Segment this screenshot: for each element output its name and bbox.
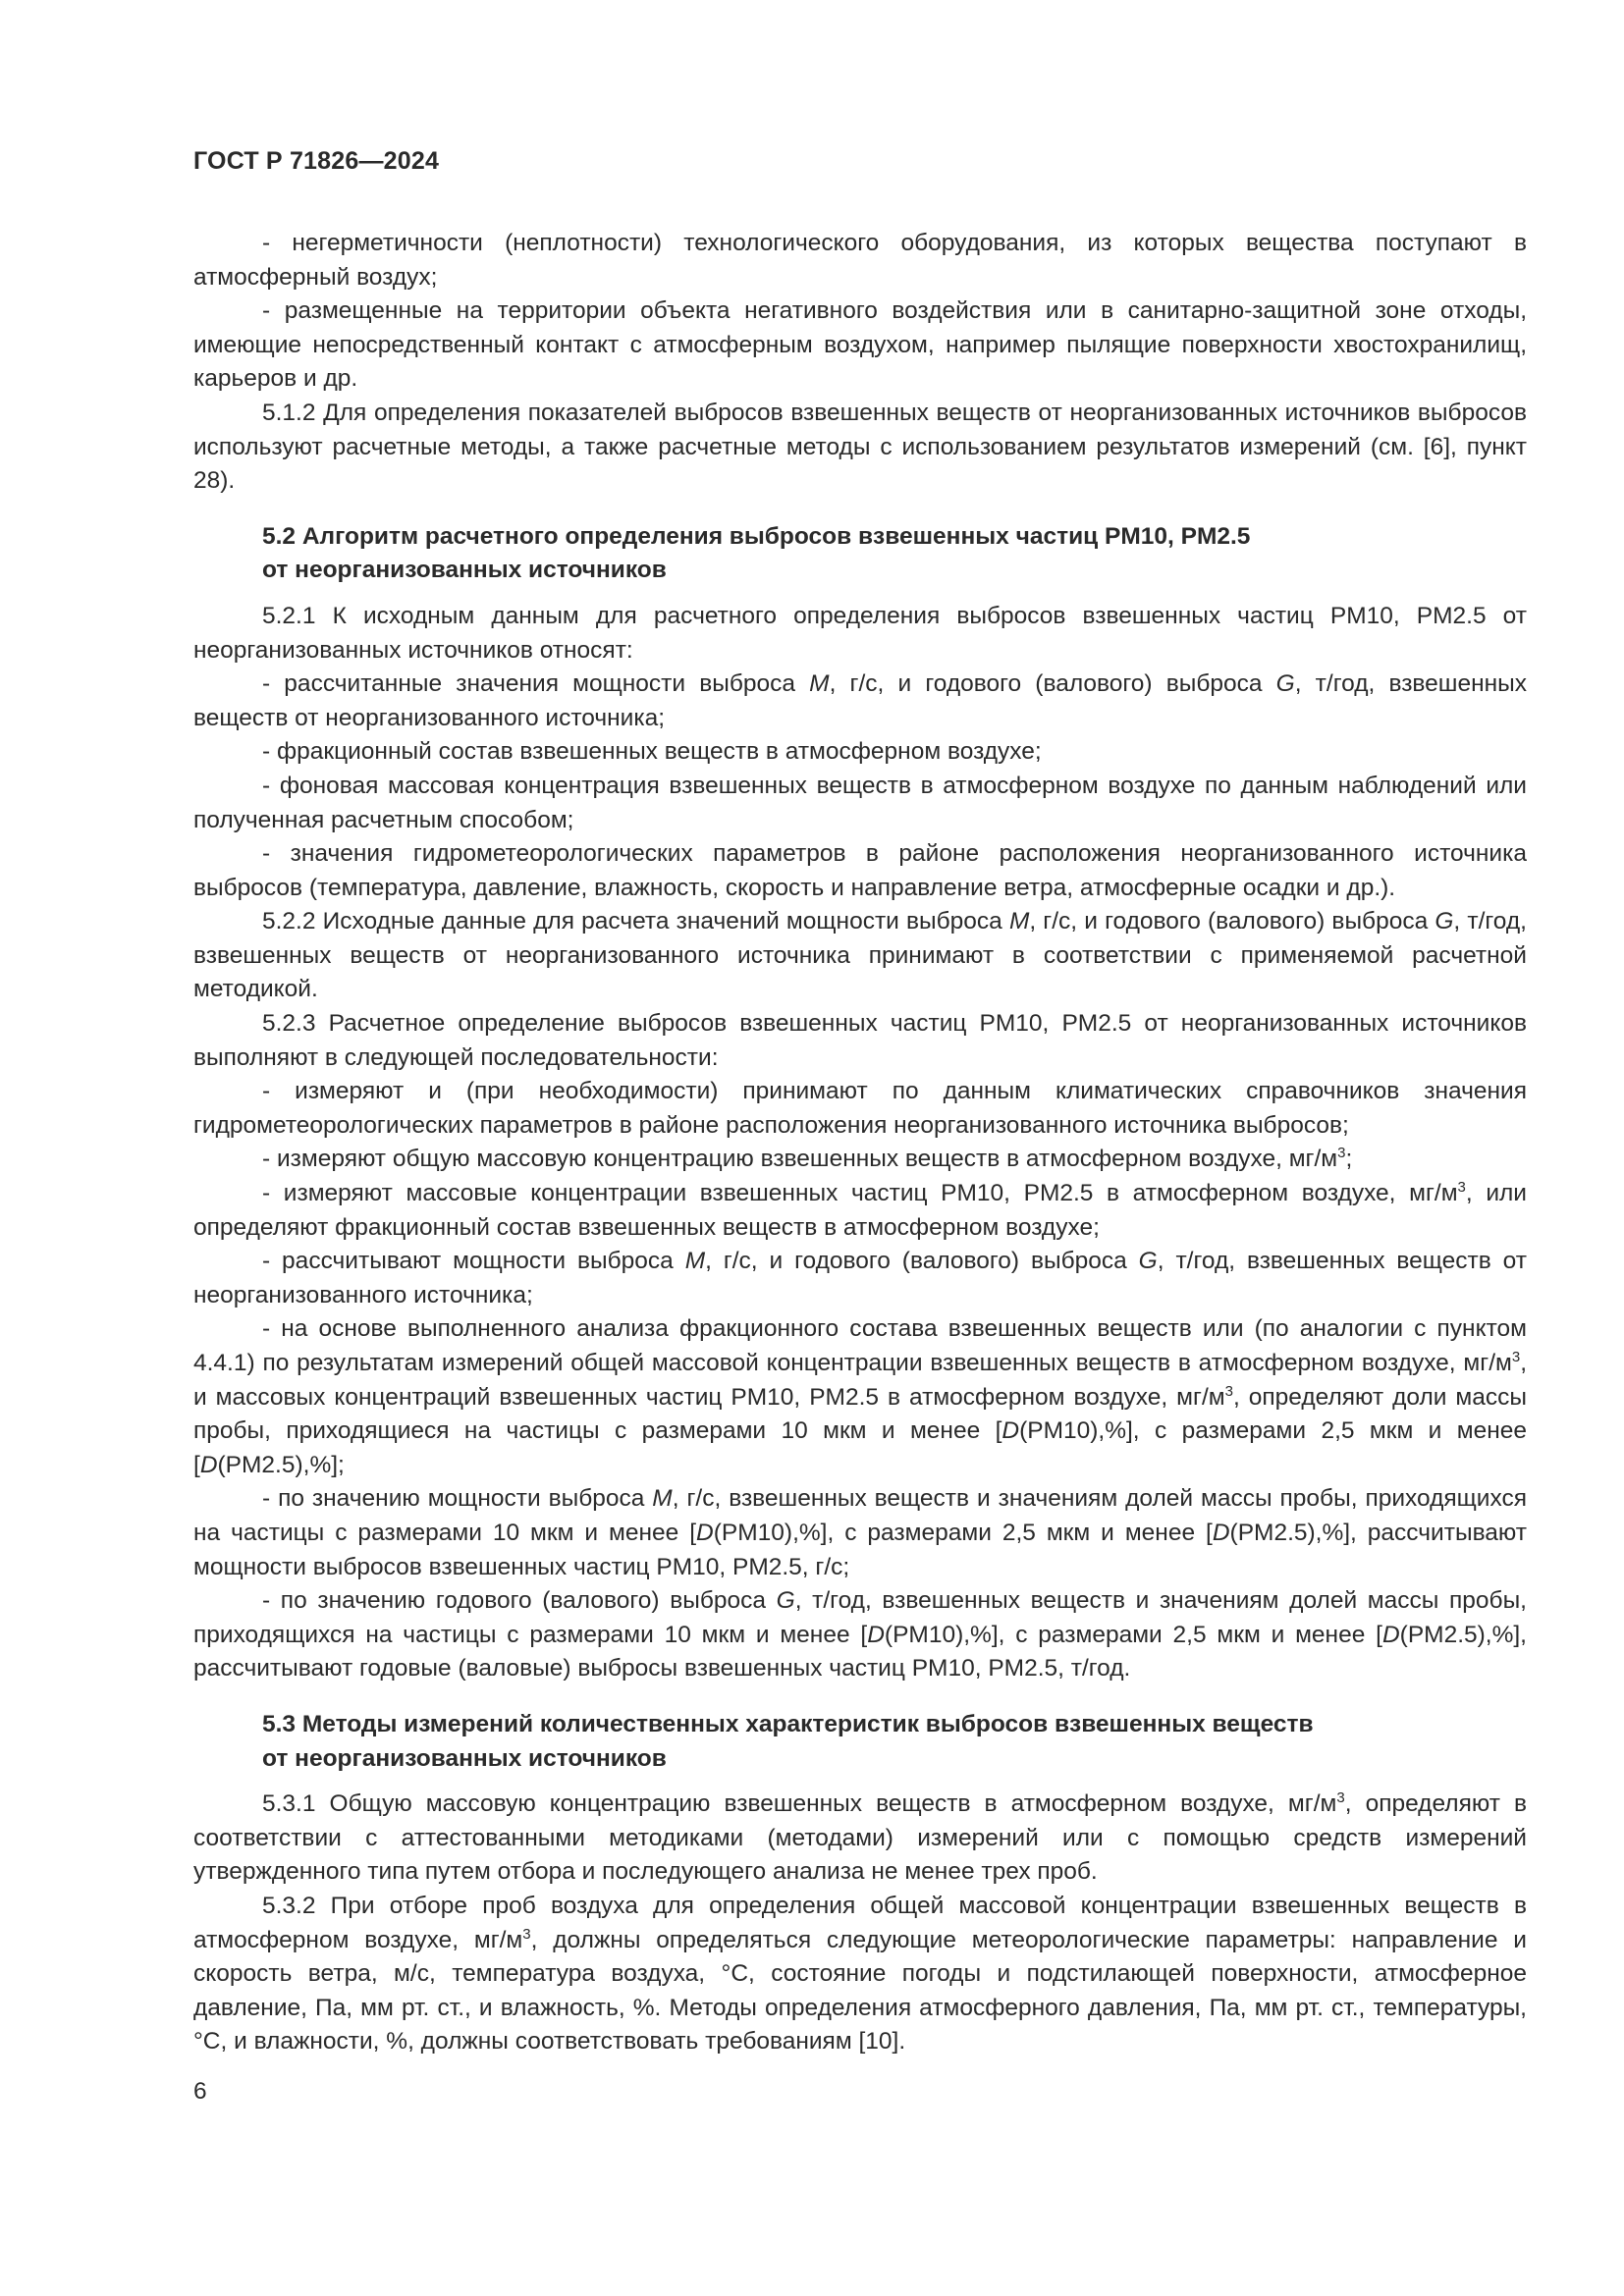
list-item: - фоновая массовая концентрация взвешенных веществ в атмосферном воздухе по данным наблюдений или полученная расчетным способом; bbox=[193, 772, 1527, 833]
list-item: - измеряют и (при необходимости) принимают по данным климатических справочников значения гидрометеорологических параметров в районе расположения неорганизованного источника выбросов; bbox=[193, 1078, 1527, 1139]
document-body bbox=[193, 227, 1527, 2059]
heading-line: от неорганизованных источников bbox=[262, 557, 667, 584]
paragraph-5-2-2: 5.2.2 Исходные данные для расчета значений мощности выброса M, г/с, и годового (валового) выброса G, т/год, взвешенных веществ от неорганизованного источника принимают в соответствии с применяемой расчетной методикой. bbox=[193, 908, 1527, 1003]
paragraph-5-3-1: 5.3.1 Общую массовую концентрацию взвешенных веществ в атмосферном воздухе, $мг/м^3$, определяют в соответствии с аттестованными методиками (методами) измерений или с помощью средств измерений утвержденного типа путем отбора и последующего анализа не менее трех проб. bbox=[193, 1789, 1527, 1886]
list-item: - по значению годового (валового) выброса G, т/год, взвешенных веществ и значениям долей массы пробы, приходящихся на частицы с размерами 10 мкм и менее [D(PM10),%], с размерами 2,5 мкм и менее [D(PM2.5),%], рассчитывают годовые (валовые) выбросы взвешенных частиц PM10, PM2.5, т/год. bbox=[193, 1587, 1527, 1682]
list-item: - по значению мощности выброса M, г/с, взвешенных веществ и значениям долей массы пробы, приходящихся на частицы с размерами 10 мкм и менее [D(PM10),%], с размерами 2,5 мкм и менее [D(PM2.5),%], рассчитывают мощности выбросов взвешенных частиц PM10, PM2.5, г/с; bbox=[193, 1485, 1527, 1580]
paragraph-5-2-3: 5.2.3 Расчетное определение выбросов взвешенных частиц PM10, PM2.5 от неорганизованных источников выполняют в следующей последовательности: bbox=[193, 1010, 1527, 1071]
list-item: - негерметичности (неплотности) технологического оборудования, из которых вещества поступают в атмосферный воздух; bbox=[193, 230, 1527, 291]
list-item: - на основе выполненного анализа фракционного состава взвешенных веществ или (по аналогии с пунктом 4.4.1) по результатам измерений общей массовой концентрации взвешенных веществ в атмосферном воздухе, $мг/м^3$, и массовых концентраций взвешенных частиц PM10, PM2.5 в атмосферном воздухе, $мг/м^3$, определяют доли массы пробы, приходящиеся на частицы с размерами 10 мкм и менее [D(PM10),%], с размерами 2,5 мкм и менее [D(PM2.5),%]; bbox=[193, 1315, 1527, 1478]
heading-line: 5.2 Алгоритм расчетного определения выбросов взвешенных частиц PM10, PM2.5 bbox=[262, 522, 1251, 550]
list-item: - измеряют массовые концентрации взвешенных частиц PM10, PM2.5 в атмосферном воздухе, $мг/м^3$, или определяют фракционный состав взвешенных веществ в атмосферном воздухе; bbox=[193, 1178, 1527, 1241]
list-item: - измеряют общую массовую концентрацию взвешенных веществ в атмосферном воздухе, $мг/м^3$; bbox=[262, 1145, 1353, 1173]
heading-line: 5.3 Методы измерений количественных характеристик выбросов взвешенных веществ bbox=[262, 1710, 1314, 1737]
section-heading-5-3 bbox=[262, 1708, 1527, 1776]
page-number: 6 bbox=[193, 2078, 207, 2105]
list-item: - значения гидрометеорологических параметров в районе расположения неорганизованного источника выбросов (температура, давление, влажность, скорость и направление ветра, атмосферные осадки и др.). bbox=[193, 840, 1527, 901]
paragraph-5-2-1: 5.2.1 К исходным данным для расчетного определения выбросов взвешенных частиц PM10, PM2.5 от неорганизованных источников относят: bbox=[193, 602, 1527, 664]
heading-line: от неорганизованных источников bbox=[262, 1744, 667, 1772]
section-heading-5-2 bbox=[262, 520, 1527, 588]
document-header: ГОСТ Р 71826—2024 bbox=[193, 147, 440, 175]
paragraph-5-3-2: 5.3.2 При отборе проб воздуха для определения общей массовой концентрации взвешенных веществ в атмосферном воздухе, $мг/м^3$, должны определяться следующие метеорологические параметры: направление и скорость ветра, м/с, температура воздуха, °С, состояние погоды и подстилающей поверхности, атмосферное давление, Па, мм рт. ст., и влажность, %. Методы определения атмосферного давления, Па, мм рт. ст., температуры, °С, и влажности, %, должны соответствовать требованиям [10]. bbox=[193, 1892, 1527, 2056]
paragraph-5-1-2: 5.1.2 Для определения показателей выбросов взвешенных веществ от неорганизованных источников выбросов используют расчетные методы, а также расчетные методы с использованием результатов измерений (см. [6], пункт 28). bbox=[193, 399, 1527, 495]
list-item: - рассчитывают мощности выброса M, г/с, и годового (валового) выброса G, т/год, взвешенных веществ от неорганизованного источника; bbox=[193, 1248, 1527, 1308]
list-item: - размещенные на территории объекта негативного воздействия или в санитарно-защитной зоне отходы, имеющие непосредственный контакт с атмосферным воздухом, например пылящие поверхности хвостохранилищ, карьеров и др. bbox=[193, 297, 1527, 393]
list-item: - фракционный состав взвешенных веществ в атмосферном воздухе; bbox=[262, 738, 1042, 766]
list-item: - рассчитанные значения мощности выброса M, г/с, и годового (валового) выброса G, т/год, взвешенных веществ от неорганизованного источника; bbox=[193, 670, 1527, 731]
